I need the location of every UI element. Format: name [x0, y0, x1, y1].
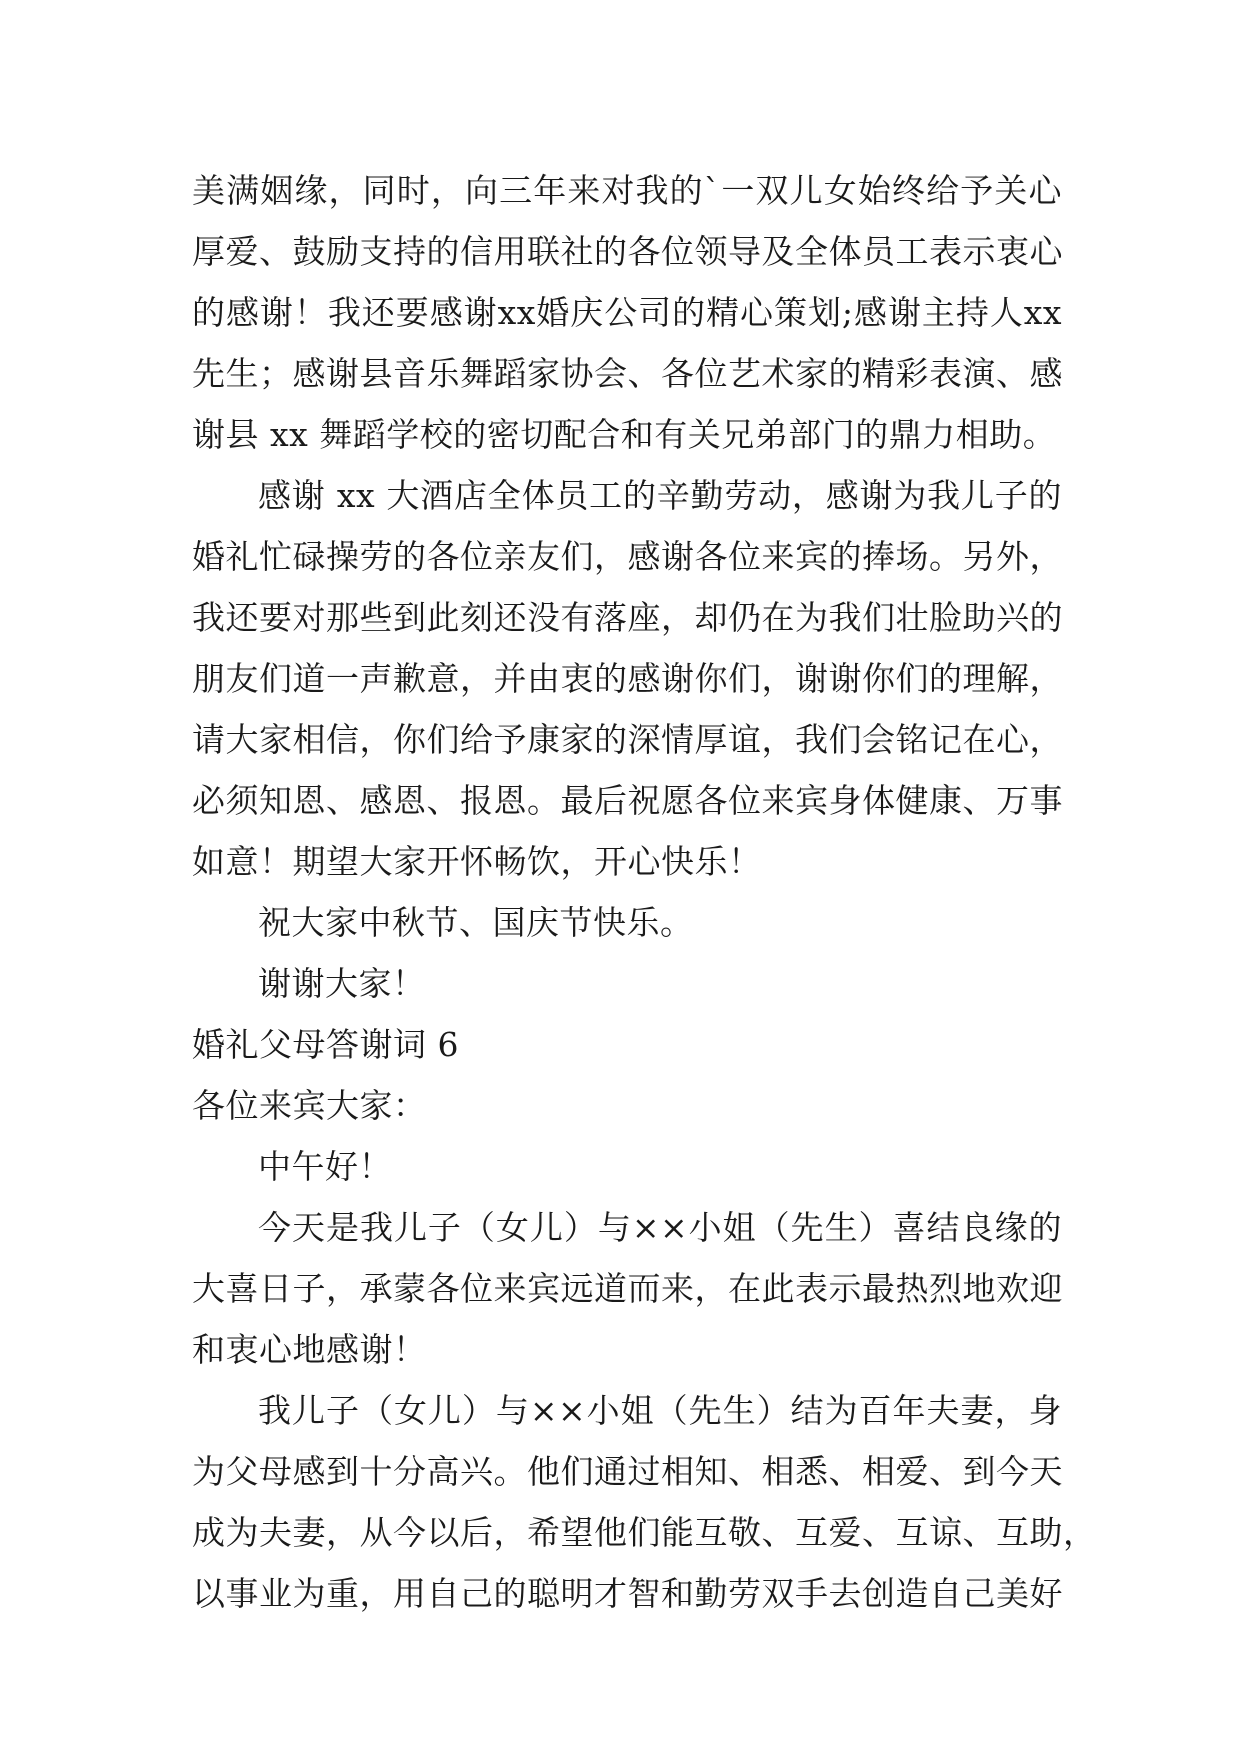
paragraph-2	[192, 465, 1062, 892]
section-title: 婚礼父母答谢词 6	[192, 1025, 459, 1064]
salutation: 各位来宾大家：	[192, 1086, 427, 1125]
text-line: 美满姻缘，同时，向三年来对我的`一双儿女始终给予关心	[192, 171, 1062, 210]
paragraph-3	[192, 1197, 1062, 1380]
text-line: 和衷心地感谢！	[192, 1330, 427, 1369]
text-line: 今天是我儿子（女儿）与××小姐（先生）喜结良缘的	[258, 1208, 1062, 1247]
paragraph-4	[192, 1380, 1097, 1624]
text-line: 必须知恩、感恩、报恩。最后祝愿各位来宾身体健康、万事	[192, 781, 1063, 820]
text-line: 的感谢！我还要感谢xx婚庆公司的精心策划;感谢主持人xx	[192, 293, 1062, 332]
text-line: 为父母感到十分高兴。他们通过相知、相悉、相爱、到今天	[192, 1452, 1063, 1491]
greeting: 中午好！	[258, 1147, 392, 1186]
text-line: 我还要对那些到此刻还没有落座，却仍在为我们壮脸助兴的	[192, 598, 1063, 637]
text-line: 感谢 xx 大酒店全体员工的辛勤劳动，感谢为我儿子的	[258, 476, 1062, 515]
text-line: 我儿子（女儿）与××小姐（先生）结为百年夫妻，身	[258, 1391, 1062, 1430]
document-page	[192, 160, 1097, 1624]
text-line: 大喜日子，承蒙各位来宾远道而来，在此表示最热烈地欢迎	[192, 1269, 1063, 1308]
text-line: 先生；感谢县音乐舞蹈家协会、各位艺术家的精彩表演、感	[192, 354, 1063, 393]
text-line: 厚爱、鼓励支持的信用联社的各位领导及全体员工表示衷心	[192, 232, 1063, 271]
text-line: 婚礼忙碌操劳的各位亲友们，感谢各位来宾的捧场。另外，	[192, 537, 1063, 576]
text-line: 朋友们道一声歉意，并由衷的感谢你们，谢谢你们的理解，	[192, 659, 1063, 698]
thanks-line: 谢谢大家！	[258, 964, 426, 1003]
paragraph-1	[192, 160, 1062, 465]
text-line: 以事业为重，用自己的聪明才智和勤劳双手去创造自己美好	[192, 1574, 1063, 1613]
text-line: 如意！期望大家开怀畅饮，开心快乐！	[192, 842, 762, 881]
festival-wish: 祝大家中秋节、国庆节快乐。	[258, 903, 694, 942]
text-line: 谢县 xx 舞蹈学校的密切配合和有关兄弟部门的鼎力相助。	[192, 415, 1057, 454]
text-line: 请大家相信，你们给予康家的深情厚谊，我们会铭记在心，	[192, 720, 1063, 759]
text-line: 成为夫妻，从今以后，希望他们能互敬、互爱、互谅、互助，	[192, 1513, 1097, 1552]
